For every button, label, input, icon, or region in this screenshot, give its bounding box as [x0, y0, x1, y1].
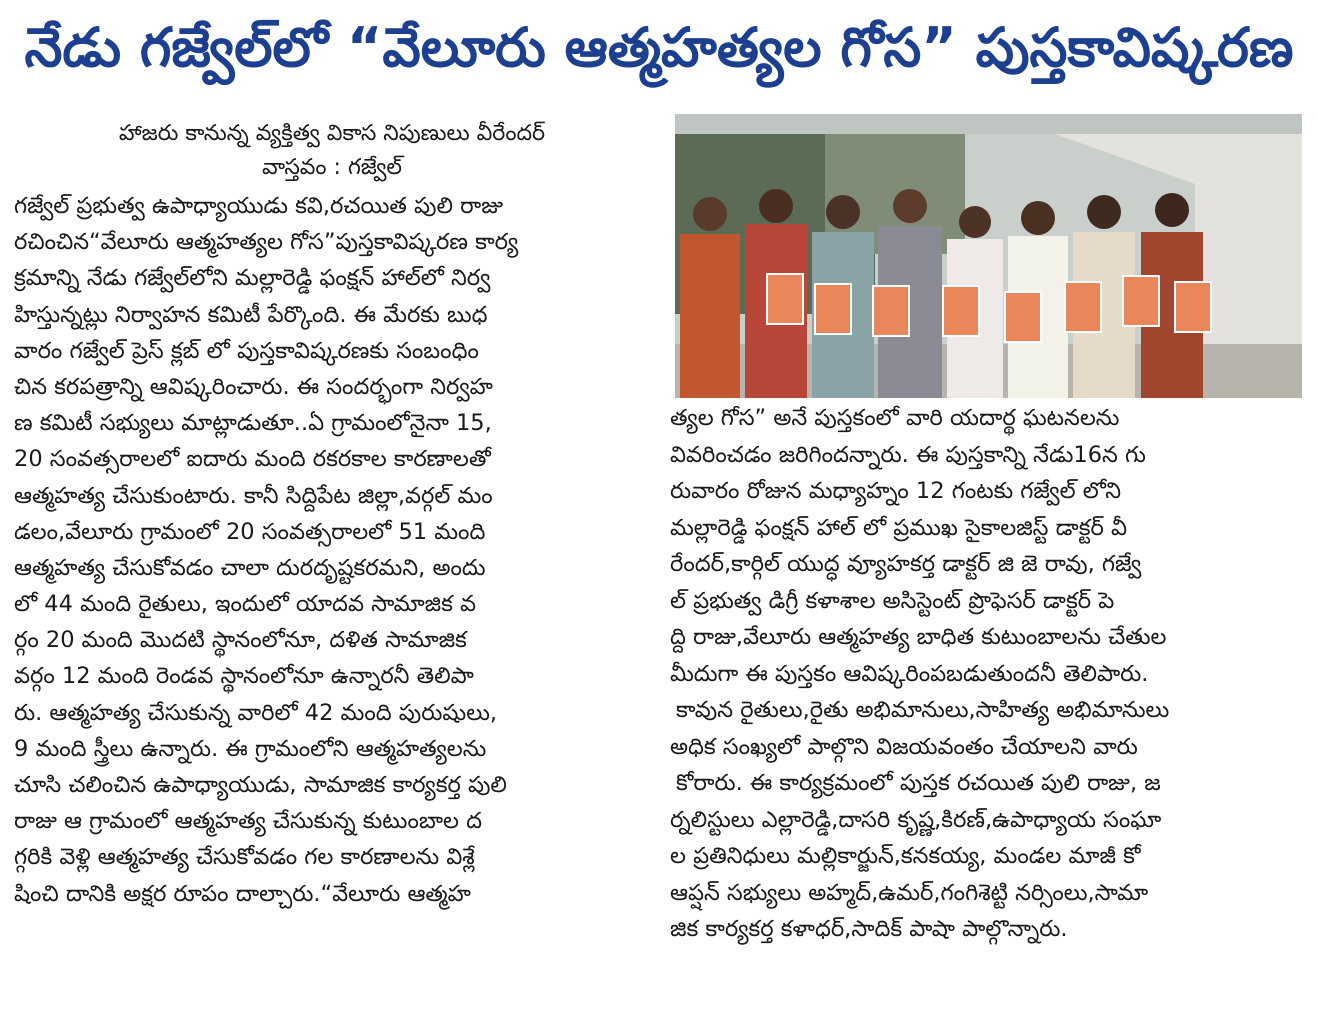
body-line: వారం గజ్వేల్ ప్రెస్ క్లబ్ లో పుస్తకావిష్కరణకు సంబంధిం — [14, 337, 479, 364]
right-column — [670, 400, 1302, 948]
body-line: ర్నలిస్టులు ఎల్లారెడ్డి,దాసరి కృష్ణ,కిరణ్,ఉపాధ్యాయ సంఘా — [670, 806, 1162, 833]
body-line: 20 సంవత్సరాలలో ఐదారు మంది రకరకాల కారణాలతో — [14, 446, 491, 473]
body-line: కావున రైతులు,రైతు అభిమానులు,సాహిత్య అభిమానులు — [676, 697, 1170, 723]
body-line: రు. ఆత్మహత్య చేసుకున్న వారిలో 42 మంది పురుషులు, — [14, 699, 498, 726]
body-line: కోరారు. ఈ కార్యక్రమంలో పుస్తక రచయిత పులి రాజు, జ — [676, 770, 1161, 796]
body-line: త్యల గోస” అనే పుస్తకంలో వారి యదార్థ ఘటనలను — [670, 405, 1120, 431]
body-line: గ్గరికి వెళ్లి ఆత్మహత్య చేసుకోవడం గల కారణాలను విశ్లే — [14, 844, 475, 871]
body-line: ద్ది రాజు,వేలూరు ఆత్మహత్య బాధిత కుటుంబాలను చేతుల — [670, 624, 1167, 650]
body-line: డలం,వేలూరు గ్రామంలో 20 సంవత్సరాలలో 51 మంది — [14, 518, 486, 545]
body-line: వర్గం 12 మంది రెండవ స్థానంలోనూ ఉన్నారనీ తెలిపా — [14, 663, 474, 690]
body-line: రచించిన“వేలూరు ఆత్మహత్యల గోస”పుస్తకావిష్కరణ కార్య — [14, 229, 519, 256]
body-line: మీదుగా ఈ పుస్తకం ఆవిష్కరింపబడుతుందనీ తెలిపారు. — [670, 660, 1149, 687]
body-line: చూసి చలించిన ఉపాధ్యాయుడు, సామాజిక కార్యకర్త పులి — [14, 772, 507, 798]
body-line: చిన కరపత్రాన్ని ఆవిష్కరించారు. ఈ సందర్భంగా నిర్వహ — [14, 373, 493, 400]
body-line: హిస్తున్నట్లు నిర్వాహన కమిటీ పేర్కొంది. ఈ మేరకు బుధ — [14, 301, 488, 328]
body-line: మల్లారెడ్డి ఫంక్షన్ హాల్ లో ప్రముఖ సైకాలజిస్ట్ డాక్టర్ వీ — [670, 514, 1127, 541]
news-photo — [675, 114, 1302, 398]
body-line: రేందర్,కార్గిల్ యుద్ధ వ్యూహకర్త డాక్టర్ జి జె రావు, గజ్వే — [670, 551, 1142, 577]
body-line: ఆత్మహత్య చేసుకోవడం చాలా దురదృష్టకరమని, అందు — [14, 554, 486, 581]
body-line: ఆత్మహత్య చేసుకుంటారు. కానీ సిద్దిపేట జిల్లా,వర్గల్ మం — [14, 482, 493, 509]
body-line: అధిక సంఖ్యలో పాల్గొని విజయవంతం చేయాలని వారు — [670, 733, 1138, 760]
body-line: క్రమాన్ని నేడు గజ్వేల్‌లోని మల్లారెడ్డి ఫంక్షన్ హాల్‌లో నిర్వ — [14, 265, 491, 292]
body-line: 9 మంది స్త్రీలు ఉన్నారు. ఈ గ్రామంలోని ఆత్మహత్యలను — [14, 735, 487, 762]
body-line: ఆప్షన్ సభ్యులు అహ్మద్,ఉమర్,గంగిశెట్టి నర్సింలు,సామా — [670, 879, 1149, 906]
body-line: రువారం రోజున మధ్యాహ్నం 12 గంటకు గజ్వేల్ లోని — [670, 478, 1122, 504]
body-line: ణ కమిటీ సభ్యులు మాట్లాడుతూ..ఏ గ్రామంలోనైనా 15, — [14, 410, 492, 437]
subheading-line-1: హాజరు కానున్న వ్యక్తిత్వ వికాస నిపుణులు వీరేందర్ — [118, 121, 546, 146]
dateline: వాస్తవం : గజ్వేల్ — [261, 155, 403, 180]
body-line: ర్గం 20 మంది మొదటి స్థానంలోనూ, దళిత సామాజిక — [14, 627, 467, 654]
headline: నేడు గజ్వేల్‌లో “వేలూరు ఆత్మహత్యల గోస” పుస్తకావిష్కరణ — [24, 16, 1294, 79]
left-column — [14, 188, 642, 912]
body-line: షించి దానికి అక్షర రూపం దాల్చారు.“వేలూరు ఆత్మహ — [14, 880, 471, 907]
group-photo-illustration — [675, 114, 1302, 398]
body-line: వివరించడం జరిగిందన్నారు. ఈ పుస్తకాన్ని నేడు16న గు — [670, 441, 1146, 468]
body-line: ల్ ప్రభుత్వ డిగ్రీ కళాశాల అసిస్టెంట్ ప్రొఫెసర్ డాక్టర్ పె — [670, 587, 1115, 614]
body-line: లో 44 మంది రైతులు, ఇందులో యాదవ సామాజిక వ — [14, 591, 476, 618]
body-line: ల ప్రతినిధులు మల్లికార్జున్,కనకయ్య, మండల మాజీ కో — [670, 843, 1141, 869]
body-line: గజ్వేల్ ప్రభుత్వ ఉపాధ్యాయుడు కవి,రచయిత పులి రాజు — [14, 193, 503, 219]
body-line: రాజు ఆ గ్రామంలో ఆత్మహత్య చేసుకున్న కుటుంబాల ద — [14, 808, 482, 835]
body-line: జిక కార్యకర్త కళాధర్,సాదిక్ పాషా పాల్గొన్నారు. — [670, 916, 1068, 942]
